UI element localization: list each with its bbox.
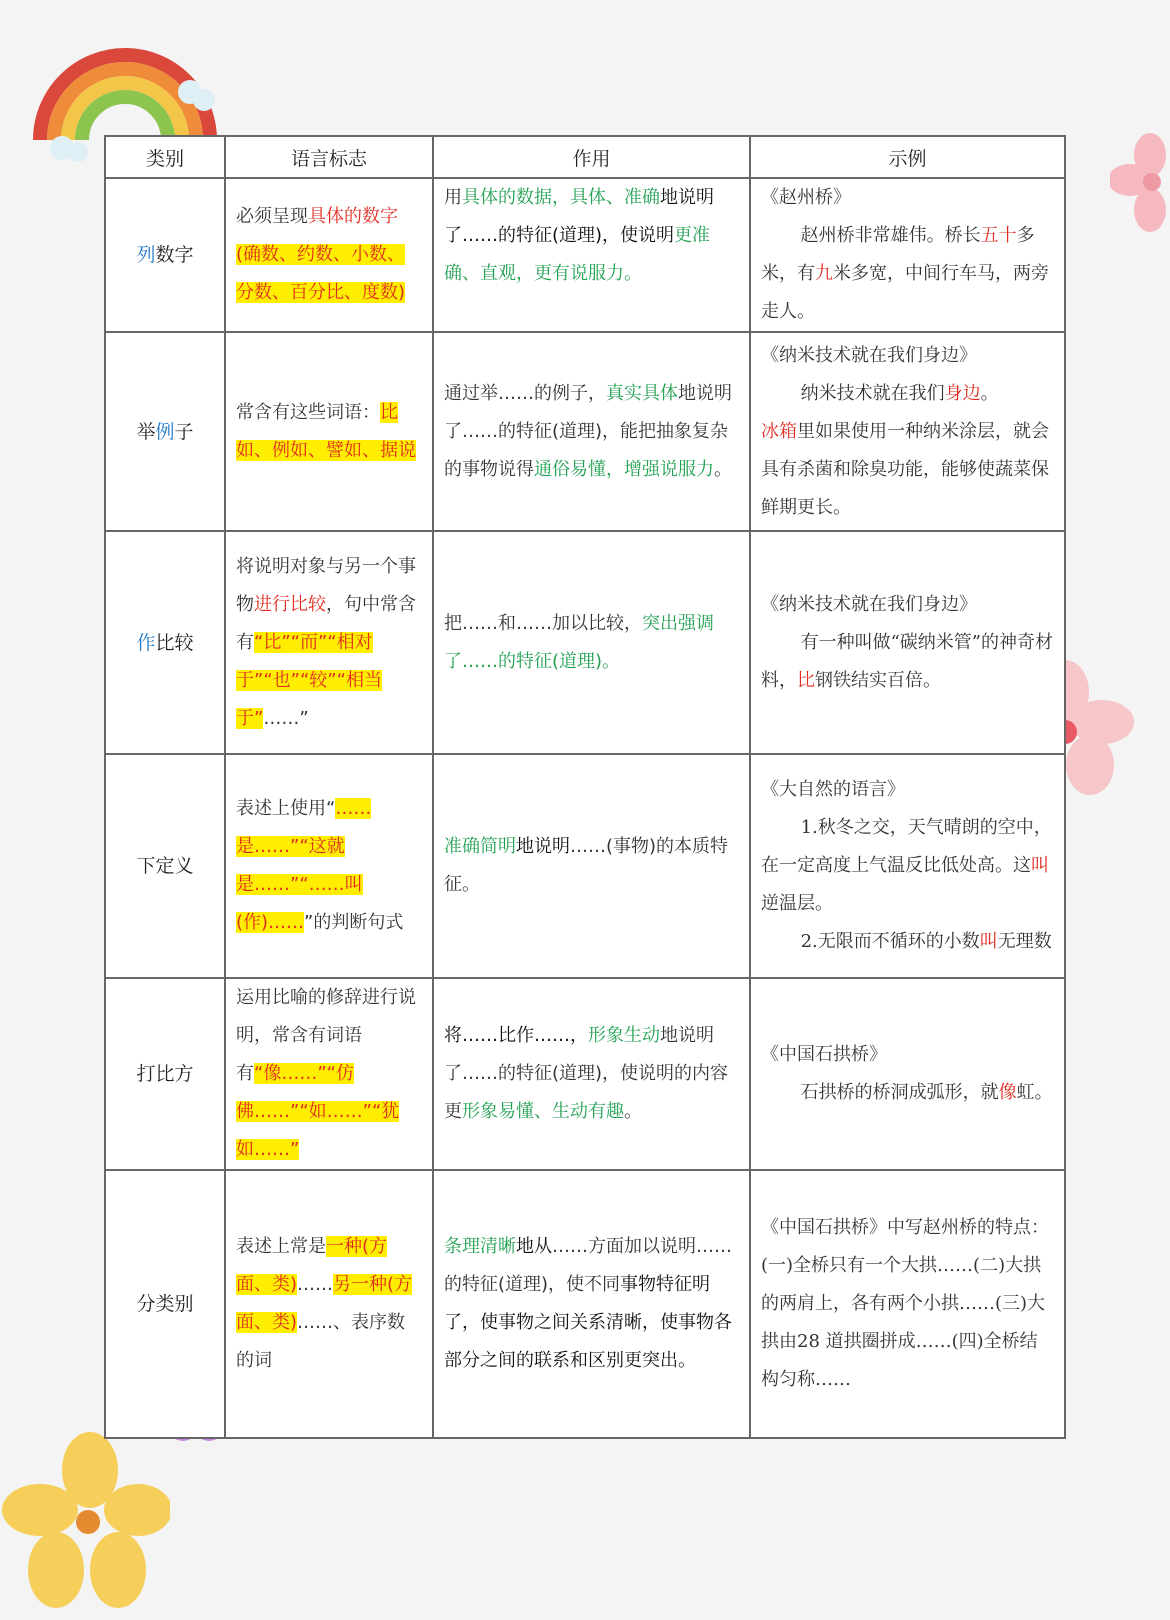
category-cell: 分类别 bbox=[105, 1170, 225, 1438]
pink-flower-icon bbox=[1110, 130, 1170, 240]
marker-cell: 必须呈现具体的数字(确数、约数、小数、分数、百分比、度数) bbox=[225, 178, 433, 332]
function-cell: 用具体的数据，具体、准确地说明了……的特征(道理)，使说明更准确、直观，更有说服力。 bbox=[433, 178, 750, 332]
table-row bbox=[105, 978, 1065, 1170]
table-row bbox=[105, 531, 1065, 754]
example-cell: 《纳米技术就在我们身边》 有一种叫做“碳纳米管”的神奇材料，比钢铁结实百倍。 bbox=[750, 531, 1065, 754]
marker-cell: 表述上常是一种(方面、类)……另一种(方面、类)……、表序数的词 bbox=[225, 1170, 433, 1438]
example-cell: 《中国石拱桥》 石拱桥的桥洞成弧形，就像虹。 bbox=[750, 978, 1065, 1170]
category-cell: 举例子 bbox=[105, 332, 225, 531]
marker-cell: 常含有这些词语：比如、例如、譬如、据说 bbox=[225, 332, 433, 531]
category-cell: 作比较 bbox=[105, 531, 225, 754]
function-cell: 通过举……的例子，真实具体地说明了……的特征(道理)，能把抽象复杂的事物说得通俗易懂，增强说服力。 bbox=[433, 332, 750, 531]
table-row bbox=[105, 754, 1065, 978]
header-row bbox=[105, 136, 1065, 178]
example-cell: 《中国石拱桥》中写赵州桥的特点：(一)全桥只有一个大拱……(二)大拱的两肩上，各有两个小拱……(三)大拱由28 道拱圈拼成……(四)全桥结构匀称…… bbox=[750, 1170, 1065, 1438]
example-cell: 《纳米技术就在我们身边》 纳米技术就在我们身边。 冰箱里如果使用一种纳米涂层，就会具有杀菌和除臭功能，能够使蔬菜保鲜期更长。 bbox=[750, 332, 1065, 531]
marker-cell: 表述上使用“……是……”“这就是……”“……叫(作)……”的判断句式 bbox=[225, 754, 433, 978]
table-row bbox=[105, 332, 1065, 531]
category-cell: 打比方 bbox=[105, 978, 225, 1170]
header-example: 示例 bbox=[750, 136, 1065, 178]
explanation-methods-table bbox=[104, 135, 1066, 1439]
header-marker: 语言标志 bbox=[225, 136, 433, 178]
category-cell: 下定义 bbox=[105, 754, 225, 978]
yellow-flower-icon bbox=[0, 1430, 170, 1620]
header-function: 作用 bbox=[433, 136, 750, 178]
table-row bbox=[105, 1170, 1065, 1438]
table-row bbox=[105, 178, 1065, 332]
marker-cell: 将说明对象与另一个事物进行比较，句中常含有“比”“而”“相对于”“也”“较”“相当于”……” bbox=[225, 531, 433, 754]
header-category: 类别 bbox=[105, 136, 225, 178]
function-cell: 将……比作……，形象生动地说明了……的特征(道理)，使说明的内容更形象易懂、生动有趣。 bbox=[433, 978, 750, 1170]
example-cell: 《赵州桥》 赵州桥非常雄伟。桥长五十多米，有九米多宽，中间行车马，两旁走人。 bbox=[750, 178, 1065, 332]
marker-cell: 运用比喻的修辞进行说明，常含有词语有“像……”“仿佛……”“如……”“犹如……” bbox=[225, 978, 433, 1170]
function-cell: 把……和……加以比较，突出强调了……的特征(道理)。 bbox=[433, 531, 750, 754]
function-cell: 条理清晰地从……方面加以说明……的特征(道理)，使不同事物特征明了，使事物之间关系清晰，使事物各部分之间的联系和区别更突出。 bbox=[433, 1170, 750, 1438]
example-cell: 《大自然的语言》 1.秋冬之交，天气晴朗的空中，在一定高度上气温反比低处高。这叫逆温层。 2.无限而不循环的小数叫无理数 bbox=[750, 754, 1065, 978]
category-cell: 列数字 bbox=[105, 178, 225, 332]
function-cell: 准确简明地说明……(事物)的本质特征。 bbox=[433, 754, 750, 978]
